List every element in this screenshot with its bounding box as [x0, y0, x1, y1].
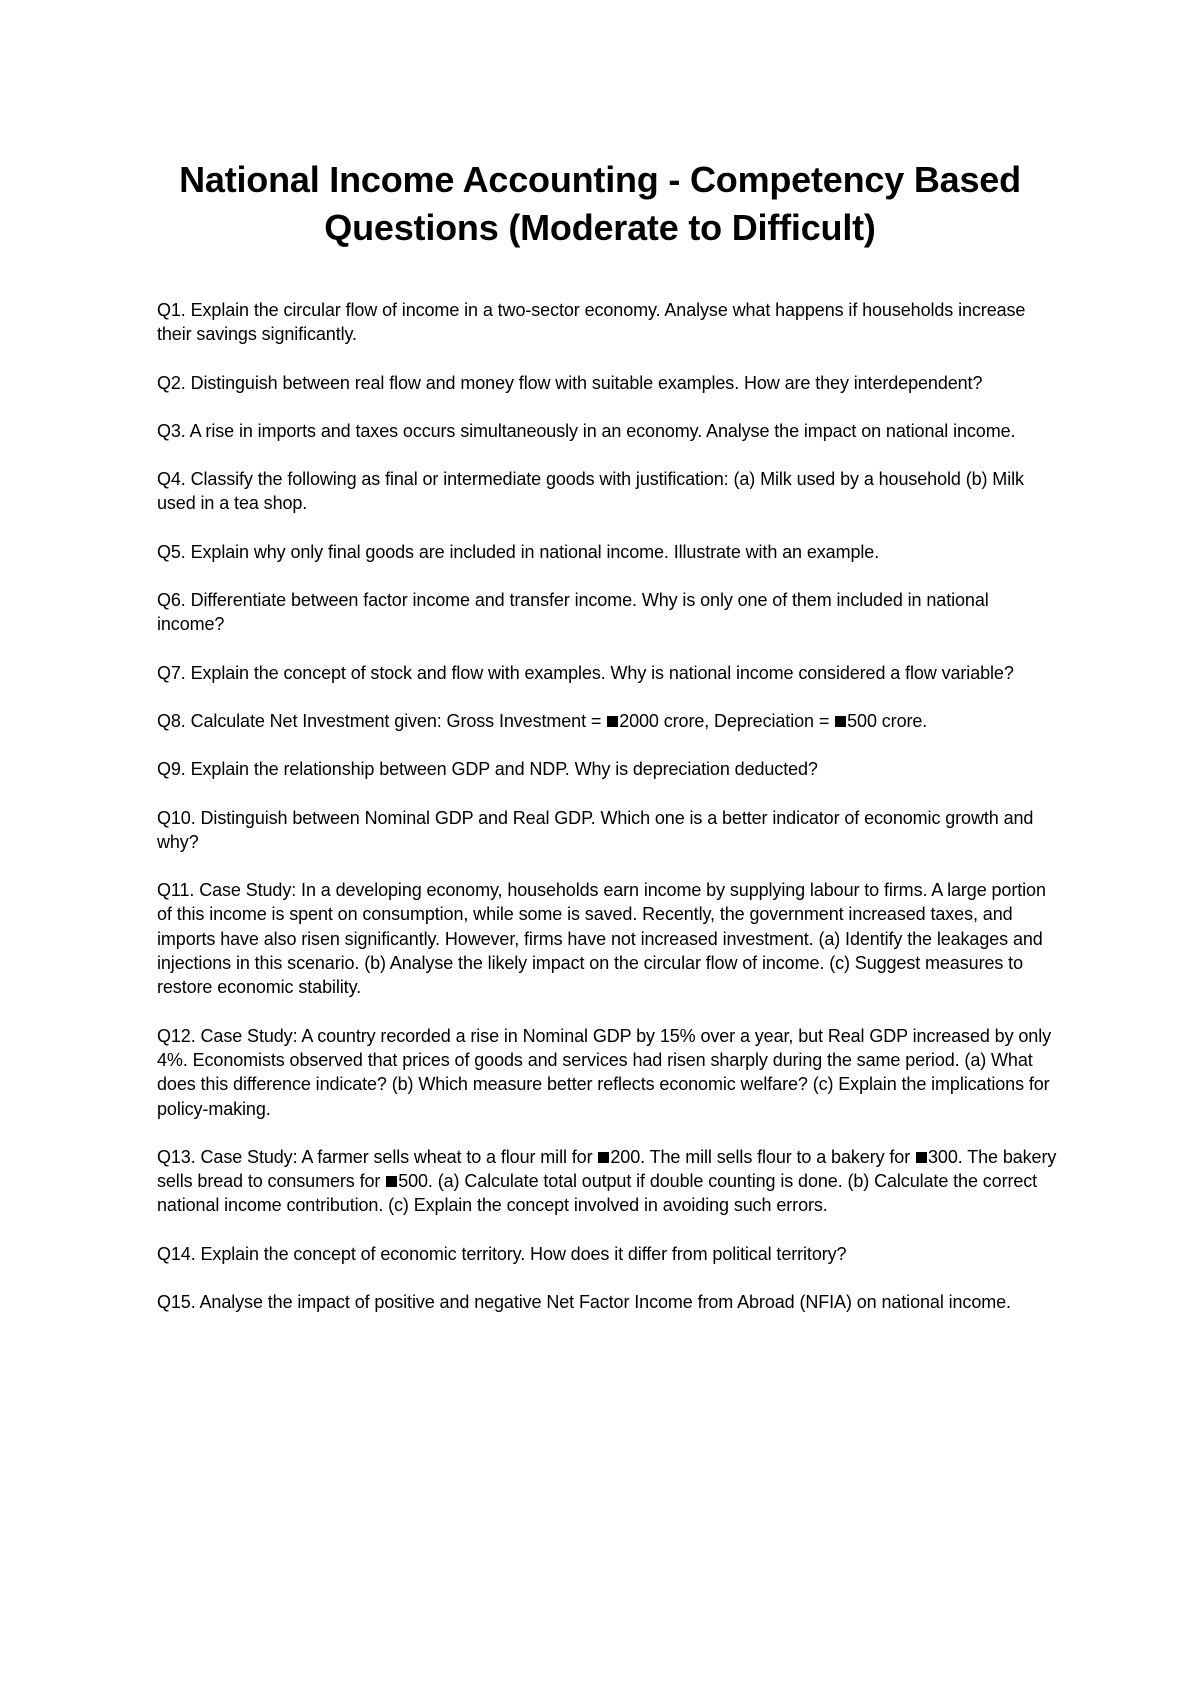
question-text-segment: Q8. Calculate Net Investment given: Gross Investment =	[157, 710, 607, 731]
question-q6: Q6. Differentiate between factor income and transfer income. Why is only one of them included in national income?	[157, 590, 989, 635]
question-q11: Q11. Case Study: In a developing economy, households earn income by supplying labour to firms. A large portion of this income is spent on consumption, while some is saved. Recently, the government increased taxes, and imports have also risen significantly. However, firms have not increased investment. (a) Identify the leakages and injections in this scenario. (b) Analyse the likely impact on the circular flow of income. (c) Suggest measures to restore economic stability.	[157, 880, 1046, 998]
question-q4: Q4. Classify the following as final or intermediate goods with justification: (a) Milk used by a household (b) Milk used in a tea shop.	[157, 469, 1024, 514]
question-q3: Q3. A rise in imports and taxes occurs simultaneously in an economy. Analyse the impact on national income.	[157, 420, 1016, 441]
question-q14: Q14. Explain the concept of economic territory. How does it differ from political territory?	[157, 1243, 847, 1264]
missing-rupee-glyph-icon	[916, 1152, 927, 1163]
question-q8	[157, 709, 1057, 733]
document-title: National Income Accounting - Competency Based Questions (Moderate to Difficult)	[179, 159, 1021, 248]
question-q12: Q12. Case Study: A country recorded a rise in Nominal GDP by 15% over a year, but Real GDP increased by only 4%. Economists observed that prices of goods and services had risen sharply during the same period. (a) What does this difference indicate? (b) Which measure better reflects economic welfare? (c) Explain the implications for policy-making.	[157, 1025, 1051, 1119]
question-q15: Q15. Analyse the impact of positive and negative Net Factor Income from Abroad (NFIA) on national income.	[157, 1292, 1011, 1313]
question-q5: Q5. Explain why only final goods are included in national income. Illustrate with an example.	[157, 541, 880, 562]
question-q10: Q10. Distinguish between Nominal GDP and Real GDP. Which one is a better indicator of economic growth and why?	[157, 807, 1034, 852]
question-text-segment: 300. The bakery sells bread to consumers for	[157, 1146, 1057, 1192]
missing-rupee-glyph-icon	[598, 1152, 609, 1163]
question-text-segment: 200. The mill sells flour to a bakery for	[610, 1146, 915, 1167]
question-text-segment: 500 crore.	[847, 710, 928, 731]
question-q13	[157, 1145, 1057, 1218]
missing-rupee-glyph-icon	[607, 716, 618, 727]
missing-rupee-glyph-icon	[386, 1176, 397, 1187]
question-q9: Q9. Explain the relationship between GDP and NDP. Why is depreciation deducted?	[157, 759, 818, 780]
question-list	[157, 298, 1057, 1338]
missing-rupee-glyph-icon	[835, 716, 846, 727]
question-q2: Q2. Distinguish between real flow and money flow with suitable examples. How are they interdependent?	[157, 372, 983, 393]
question-q1: Q1. Explain the circular flow of income in a two-sector economy. Analyse what happens if households increase their savings significantly.	[157, 300, 1026, 345]
question-q7: Q7. Explain the concept of stock and flow with examples. Why is national income considered a flow variable?	[157, 662, 1014, 683]
question-text-segment: Q13. Case Study: A farmer sells wheat to a flour mill for	[157, 1146, 598, 1167]
question-text-segment: 2000 crore, Depreciation =	[619, 710, 835, 731]
question-text-segment: 500. (a) Calculate total output if double counting is done. (b) Calculate the correct national income contribution. (c) Explain the concept involved in avoiding such errors.	[157, 1171, 1038, 1216]
